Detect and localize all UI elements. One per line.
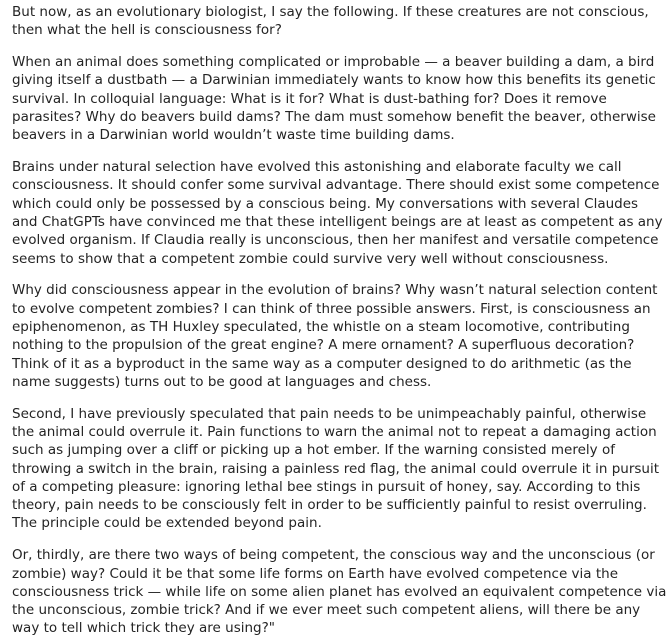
paragraph-3: Brains under natural selection have evolved this astonishing and elaborate faculty we call consciousness. It should confer some survival advantage. There should exist some competence which could only be possessed by a conscious being. My conversations with several Claudes and ChatGPTs have convinced me that these intelligent beings are at least as competent as any evolved organism. If Claudia really is unconscious, then her manifest and versatile competence seems to show that a competent zombie could survive very well without consciousness.: [12, 159, 663, 267]
paragraph-5: Second, I have previously speculated that pain needs to be unimpeachably painful, otherwise the animal could overrule it. Pain functions to warn the animal not to repeat a damaging action such as jumping over a cliff or picking up a hot ember. If the warning consisted merely of throwing a switch in the brain, raising a painless red flag, the animal could overrule it in pursuit of a competing pleasure: ignoring lethal bee stings in pursuit of honey, say. According to this theory, pain needs to be consciously felt in order to be sufficiently painful to resist overruling. The principle could be extended beyond pain.: [12, 405, 660, 532]
paragraph-2: When an animal does something complicated or improbable — a beaver building a dam, a bird giving itself a dustbath — a Darwinian immediately wants to know how this benefits its genetic survival. In colloquial language: What is it for? What is dust-bathing for? Does it remove parasites? Why do beavers build dams? The dam must somehow benefit the beaver, otherwise beavers in a Darwinian world wouldn’t waste time building dams.: [12, 54, 656, 144]
paragraph-4: Why did consciousness appear in the evolution of brains? Why wasn’t natural selection content to evolve competent zombies? I can think of three possible answers. First, is consciousness an epiphenomenon, as TH Huxley speculated, the whistle on a steam locomotive, contributing nothing to the propulsion of the great engine? A mere ornament? A superfluous decoration? Think of it as a byproduct in the same way as a computer designed to do arithmetic (as the name suggests) turns out to be good at languages and chess.: [12, 282, 658, 390]
paragraph-1: But now, as an evolutionary biologist, I say the following. If these creatures are not conscious, then what the hell is consciousness for?: [12, 4, 649, 39]
paragraph-6: Or, thirdly, are there two ways of being competent, the conscious way and the unconscious (or zombie) way? Could it be that some life forms on Earth have evolved competence via the consciousness trick — while life on some alien planet has evolved an equivalent competence via the unconscious, zombie trick? And if we ever meet such competent aliens, will there be any way to tell which trick they are using?": [12, 547, 667, 637]
